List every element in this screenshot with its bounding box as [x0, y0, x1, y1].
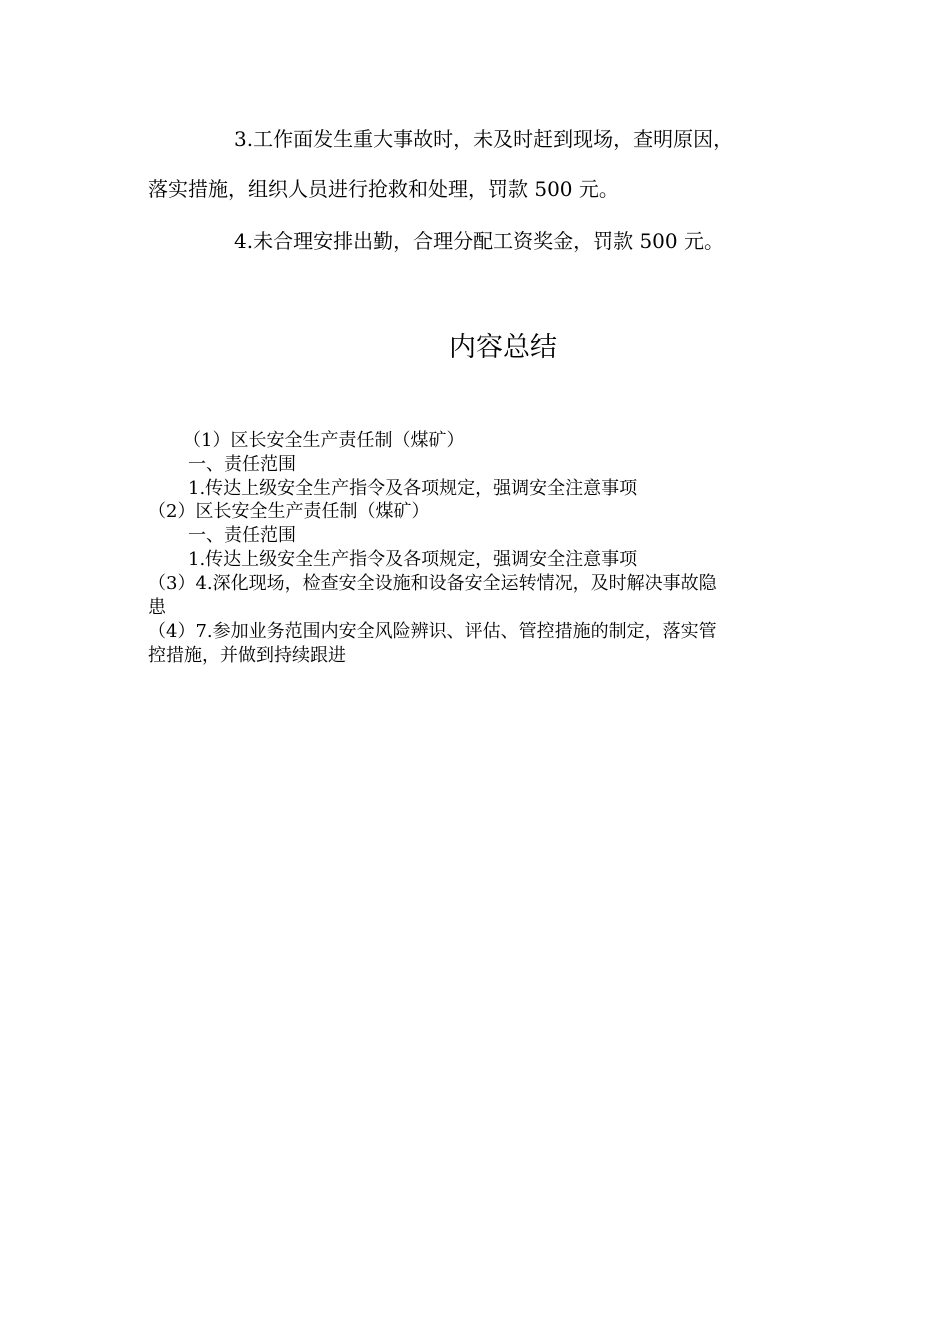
summary-item-2-title: （2）区长安全生产责任制（煤矿） [148, 501, 430, 522]
summary-item-1-sub-1: 一、责任范围 [188, 454, 296, 475]
paragraph-3-line-1: 3.工作面发生重大事故时，未及时赶到现场，查明原因， [234, 127, 734, 151]
summary-item-1-title: （1）区长安全生产责任制（煤矿） [183, 430, 465, 451]
summary-item-3-line-2: 患 [148, 597, 166, 618]
paragraph-3-line-2: 落实措施，组织人员进行抢救和处理，罚款 500 元。 [148, 177, 619, 201]
summary-item-3-line-1: （3）4.深化现场，检查安全设施和设备安全运转情况，及时解决事故隐 [148, 573, 717, 594]
paragraph-4-line-1: 4.未合理安排出勤，合理分配工资奖金，罚款 500 元。 [234, 229, 724, 253]
summary-title: 内容总结 [449, 332, 557, 363]
summary-item-1-sub-2: 1.传达上级安全生产指令及各项规定，强调安全注意事项 [188, 478, 638, 499]
summary-item-4-line-2: 控措施，并做到持续跟进 [148, 645, 346, 666]
summary-item-4-line-1: （4）7.参加业务范围内安全风险辨识、评估、管控措施的制定，落实管 [148, 621, 717, 642]
summary-item-2-sub-2: 1.传达上级安全生产指令及各项规定，强调安全注意事项 [188, 549, 638, 570]
summary-item-2-sub-1: 一、责任范围 [188, 525, 296, 546]
